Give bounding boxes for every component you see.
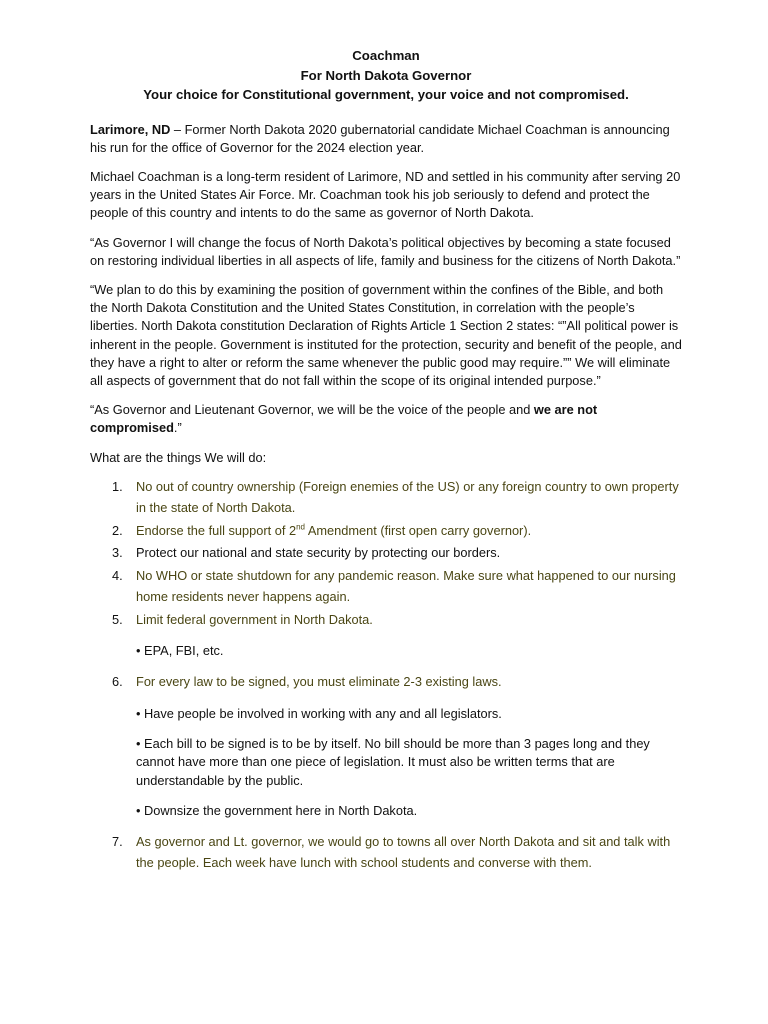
sub-bullet: • Each bill to be signed is to be by itself. No bill should be more than 3 pages long and they cannot have more than one piece of legislation. It must also be written terms that are understandable by the public. <box>136 736 650 788</box>
header-slogan: Your choice for Constitutional government, your voice and not compromised. <box>143 87 629 102</box>
voice-text: “As Governor and Lieutenant Governor, we will be the voice of the people and <box>90 402 534 418</box>
header-candidate-name: Coachman <box>352 48 420 63</box>
header-office: For North Dakota Governor <box>300 67 472 83</box>
list-item-text-end: Amendment (first open carry governor). <box>304 522 532 538</box>
list-item <box>90 542 682 564</box>
list-item-text: No out of country ownership (Foreign enemies of the US) or any foreign country to own property in the state of North Dakota. <box>136 478 679 516</box>
paragraph-quote-focus: “As Governor I will change the focus of North Dakota’s political objectives by becoming a state focused on restoring individual liberties in all aspects of life, family and business for the citizens of North Dakota.” <box>90 234 681 268</box>
sub-bullet: • EPA, FBI, etc. <box>136 643 224 659</box>
list-item <box>90 520 682 542</box>
list-item-text: Limit federal government in North Dakota. <box>136 611 373 627</box>
list-item-number: 4. <box>112 567 123 583</box>
list-item-number: 5. <box>112 611 123 627</box>
list-item-text: Protect our national and state security by protecting our borders. <box>136 545 501 561</box>
list-item-number: 1. <box>112 478 123 494</box>
intro-dateline: Larimore, ND <box>90 121 171 137</box>
document-page <box>90 46 682 875</box>
sub-bullet: • Downsize the government here in North Dakota. <box>136 802 418 818</box>
list-item-text-start: Endorse the full support of 2 <box>136 522 297 538</box>
paragraph-background: Michael Coachman is a long-term resident of Larimore, ND and settled in his community after serving 20 years in the United States Air Force. Mr. Coachman took his job seriously to defend and protect the people of this country and intents to do the same as governor of North Dakota. <box>90 168 681 221</box>
action-list-continued <box>90 671 682 693</box>
intro-paragraph <box>90 121 682 157</box>
list-item-text: No WHO or state shutdown for any pandemic reason. Make sure what happened to our nursing home residents never happens again. <box>136 567 676 605</box>
list-item-number: 6. <box>112 674 123 690</box>
list-item-text: As governor and Lt. governor, we would go to towns all over North Dakota and sit and talk with the people. Each week have lunch with school students and converse with them. <box>136 833 671 871</box>
list-item <box>90 565 682 608</box>
ordinal-suffix: nd <box>296 522 305 532</box>
sub-bullet: • Have people be involved in working with any and all legislators. <box>136 705 502 721</box>
list-item-number: 2. <box>112 522 123 538</box>
paragraph-quote-plan: “We plan to do this by examining the position of government within the confines of the Bible, and both the North Dakota Constitution and the United States Constitution, in correlation with the people’s liberties. North Dakota constitution Declaration of Rights Article 1 Section 2 states: “”All political power is inherent in the people. Government is instituted for the protection, security and benefit of the people, and they have a right to alter or reform the same whenever the public good may require.”” We will eliminate all aspects of government that do not fall within the scope of its original intended purpose.” <box>90 281 682 388</box>
list-item-text: For every law to be signed, you must eliminate 2-3 existing laws. <box>136 674 502 690</box>
voice-closing: .” <box>173 420 182 436</box>
list-item <box>90 831 682 874</box>
list-item <box>90 476 682 519</box>
list-intro: What are the things We will do: <box>90 449 267 465</box>
action-list <box>90 476 682 631</box>
paragraph-quote-voice <box>90 401 682 437</box>
list-item-number: 7. <box>112 833 123 849</box>
intro-text: – Former North Dakota 2020 gubernatorial candidate Michael Coachman is announcing his run for the office of Governor for the 2024 election year. <box>90 121 670 155</box>
list-item <box>90 609 682 631</box>
list-item-text <box>136 523 531 538</box>
action-list-final <box>90 831 682 874</box>
list-item <box>90 671 682 693</box>
list-item-number: 3. <box>112 545 123 561</box>
voice-bold-text: we are not compromised <box>90 402 598 436</box>
document-header <box>90 46 682 105</box>
